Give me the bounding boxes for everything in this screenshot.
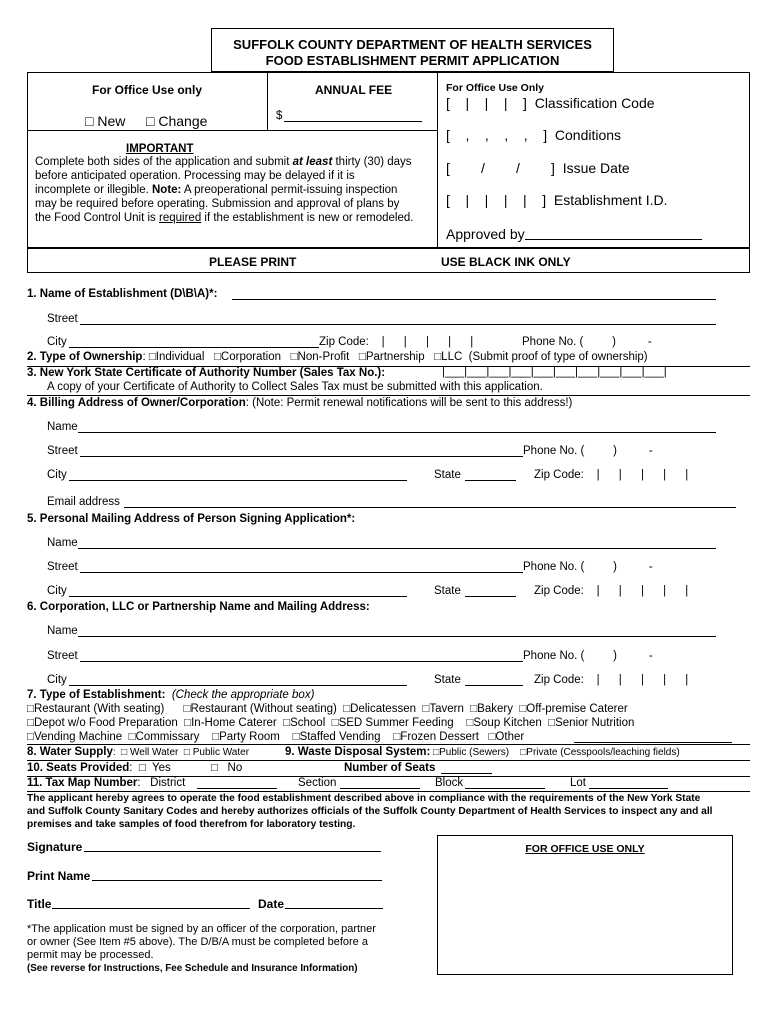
section3-note: A copy of your Certificate of Authority to Collect Sales Tax must be submitted with this application.	[47, 381, 543, 393]
classification-code: [ | | | ] Classification Code	[446, 95, 655, 111]
signature-note2: or owner (See Item #5 above). The D/B/A must be completed before a	[27, 936, 368, 948]
office-use-label: For Office Use only	[92, 83, 203, 97]
section-input[interactable]	[340, 788, 420, 789]
section4-name-label: Name	[47, 421, 78, 433]
water-options[interactable]: : □ Well Water □ Public Water	[112, 747, 250, 758]
change-checkbox[interactable]: □ Change	[146, 113, 208, 129]
issue-date: [ / / ] Issue Date	[446, 160, 630, 176]
fee-input[interactable]	[284, 121, 422, 122]
section9-row	[285, 746, 680, 758]
district-input[interactable]	[197, 788, 277, 789]
important-line3: incomplete or illegible. Note: A preoperational permit-issuing inspection	[35, 184, 398, 196]
section4-email-label: Email address	[47, 496, 120, 508]
section8-divider	[27, 760, 750, 761]
new-checkbox[interactable]: □ New	[85, 113, 126, 129]
section4-name-input[interactable]	[78, 432, 716, 433]
approved-by-label: Approved by	[446, 226, 525, 242]
establishment-name-input[interactable]	[232, 299, 716, 300]
section4-state-input[interactable]	[465, 480, 516, 481]
section6-state-input[interactable]	[465, 685, 523, 686]
section4-state-label: State	[434, 469, 461, 481]
fee-symbol: $	[276, 110, 283, 122]
section8-label: 8. Water Supply	[27, 746, 113, 758]
section5-state-input[interactable]	[465, 596, 516, 597]
divider-vertical-left	[267, 72, 268, 130]
section10-row	[27, 762, 171, 774]
annual-fee-label: ANNUAL FEE	[315, 83, 393, 97]
title-label: Title	[27, 897, 52, 911]
section9-label: 9. Waste Disposal System:	[285, 746, 431, 758]
important-heading: IMPORTANT	[126, 143, 194, 155]
title-input[interactable]	[52, 908, 250, 909]
section7-label: 7. Type of Establishment:	[27, 689, 166, 701]
signature-note1: *The application must be signed by an officer of the corporation, partner	[27, 923, 376, 935]
section6-city-label: City	[47, 674, 67, 686]
signature-label: Signature	[27, 840, 83, 854]
section5-street-input[interactable]	[80, 572, 523, 573]
district-label: : District	[137, 777, 186, 789]
block-input[interactable]	[465, 788, 545, 789]
section-label: Section	[298, 777, 337, 789]
number-of-seats-input[interactable]	[441, 773, 492, 774]
establishment-type-row2[interactable]: □Depot w/o Food Preparation □In-Home Caterer □School □SED Summer Feeding □Soup Kitchen □Senior Nutrition	[27, 717, 635, 729]
section5-city-label: City	[47, 585, 67, 597]
section4-phone[interactable]: Phone No. ( ) -	[523, 445, 653, 457]
section1-zip[interactable]: Zip Code: | | | | |	[319, 336, 474, 348]
number-of-seats-label: Number of Seats	[344, 762, 436, 774]
section4-street-input[interactable]	[80, 456, 523, 457]
section10-label: 10. Seats Provided	[27, 762, 130, 774]
divider-vertical-right	[437, 72, 438, 248]
office-use-box-label: FOR OFFICE USE ONLY	[525, 843, 645, 855]
agreement-line3: premises and take samples of food therefrom for laboratory testing.	[27, 819, 356, 830]
section1-city-label: City	[47, 336, 67, 348]
section4-label: 4. Billing Address of Owner/Corporation	[27, 397, 246, 409]
section3-divider	[27, 395, 750, 396]
tax-number-boxes[interactable]: |___|___|___|___|___|___|___|___|___|___|	[442, 366, 667, 378]
section6-name-label: Name	[47, 625, 78, 637]
section6-label: 6. Corporation, LLC or Partnership Name and Mailing Address:	[27, 601, 370, 613]
date-label: Date	[258, 897, 285, 911]
section5-phone[interactable]: Phone No. ( ) -	[523, 561, 653, 573]
section6-phone[interactable]: Phone No. ( ) -	[523, 650, 653, 662]
section6-zip[interactable]: Zip Code: | | | | |	[534, 674, 689, 686]
form-title-box	[211, 28, 614, 72]
section5-zip[interactable]: Zip Code: | | | | |	[534, 585, 689, 597]
section4-street-label: Street	[47, 445, 78, 457]
agreement-line1: The applicant hereby agrees to operate the food establishment described above in compliance with the requirements of the New York State	[27, 793, 701, 804]
section6-street-input[interactable]	[80, 661, 523, 662]
section5-street-label: Street	[47, 561, 78, 573]
section5-name-label: Name	[47, 537, 78, 549]
section6-street-label: Street	[47, 650, 78, 662]
form-title-line1: SUFFOLK COUNTY DEPARTMENT OF HEALTH SERVICES	[233, 37, 592, 52]
conditions: [ , , , , ] Conditions	[446, 127, 622, 143]
print-name-input[interactable]	[92, 880, 382, 881]
seats-yes[interactable]: : □ Yes	[129, 762, 171, 774]
section7-hint: (Check the appropriate box)	[171, 689, 315, 701]
section7-header	[27, 689, 314, 701]
section1-street-label: Street	[47, 313, 78, 325]
important-line2: before anticipated operation. Processing may be delayed if it is	[35, 170, 355, 182]
section1-phone[interactable]: Phone No. ( ) -	[522, 336, 652, 348]
section4-zip[interactable]: Zip Code: | | | | |	[534, 469, 689, 481]
section5-name-input[interactable]	[78, 548, 716, 549]
section8-row	[27, 746, 249, 758]
black-ink-label: USE BLACK INK ONLY	[441, 255, 571, 269]
section6-state-label: State	[434, 674, 461, 686]
print-name-label: Print Name	[27, 869, 91, 883]
agreement-line2: and Suffolk County Sanitary Codes and hereby authorizes officials of the Suffolk County Department of Health Services to inspect any and all	[27, 806, 713, 817]
important-line1: Complete both sides of the application and submit at least thirty (30) days	[35, 156, 412, 168]
section2-label: 2. Type of Ownership	[27, 351, 143, 363]
important-line5: the Food Control Unit is required if the establishment is new or remodeled.	[35, 212, 414, 224]
section1-city-input[interactable]	[69, 347, 319, 348]
lot-label: Lot	[570, 777, 586, 789]
section3-label: 3. New York State Certificate of Authority Number (Sales Tax No.):	[27, 367, 386, 379]
other-type-input[interactable]	[574, 742, 732, 743]
establishment-type-row3[interactable]: □Vending Machine □Commissary □Party Room □Staffed Vending □Frozen Dessert □Other	[27, 731, 525, 743]
section4-email-input[interactable]	[124, 507, 736, 508]
signature-input[interactable]	[84, 851, 381, 852]
date-input[interactable]	[285, 908, 383, 909]
lot-input[interactable]	[589, 788, 668, 789]
section4-note: : (Note: Permit renewal notifications will be sent to this address!)	[245, 397, 573, 409]
section4-row	[27, 397, 572, 409]
section11-row	[27, 777, 185, 789]
form-title-line2: FOOD ESTABLISHMENT PERMIT APPLICATION	[265, 53, 560, 68]
block-label: Block	[435, 777, 464, 789]
waste-options[interactable]: □Public (Sewers) □Private (Cesspools/leaching fields)	[430, 747, 680, 758]
section5-state-label: State	[434, 585, 461, 597]
section7-divider	[27, 744, 750, 745]
section6-name-input[interactable]	[78, 636, 716, 637]
section6-city-input[interactable]	[69, 685, 407, 686]
section2-row	[27, 351, 648, 363]
section4-city-label: City	[47, 469, 67, 481]
ownership-options[interactable]: : □Individual □Corporation □Non-Profit □Partnership □LLC (Submit proof of type of ownership)	[142, 351, 648, 363]
seats-no[interactable]: □ No	[211, 762, 243, 774]
right-office-label: For Office Use Only	[446, 82, 545, 94]
please-print-label: PLEASE PRINT	[209, 255, 297, 269]
section4-city-input[interactable]	[69, 480, 407, 481]
print-instruction-bar	[27, 248, 750, 273]
section11-divider	[27, 791, 750, 792]
section11-label: 11. Tax Map Number	[27, 777, 138, 789]
section5-label: 5. Personal Mailing Address of Person Signing Application*:	[27, 513, 356, 525]
section5-city-input[interactable]	[69, 596, 407, 597]
office-use-box	[437, 835, 733, 975]
important-line4: may be required before operating. Submission and approval of plans by	[35, 198, 400, 210]
signature-note4: (See reverse for Instructions, Fee Schedule and Insurance Information)	[27, 963, 358, 974]
divider-horizontal	[27, 130, 438, 131]
signature-note3: permit may be processed.	[27, 949, 154, 961]
section1-street-input[interactable]	[80, 324, 716, 325]
establishment-id: [ | | | | ] Establishment I.D.	[446, 192, 668, 208]
section1-label: 1. Name of Establishment (D\B\A)*:	[27, 288, 218, 300]
establishment-type-row1[interactable]: □Restaurant (With seating) □Restaurant (Without seating) □Delicatessen □Tavern □Bakery □Off-premise Caterer	[27, 703, 628, 715]
approved-by-line	[525, 239, 702, 240]
